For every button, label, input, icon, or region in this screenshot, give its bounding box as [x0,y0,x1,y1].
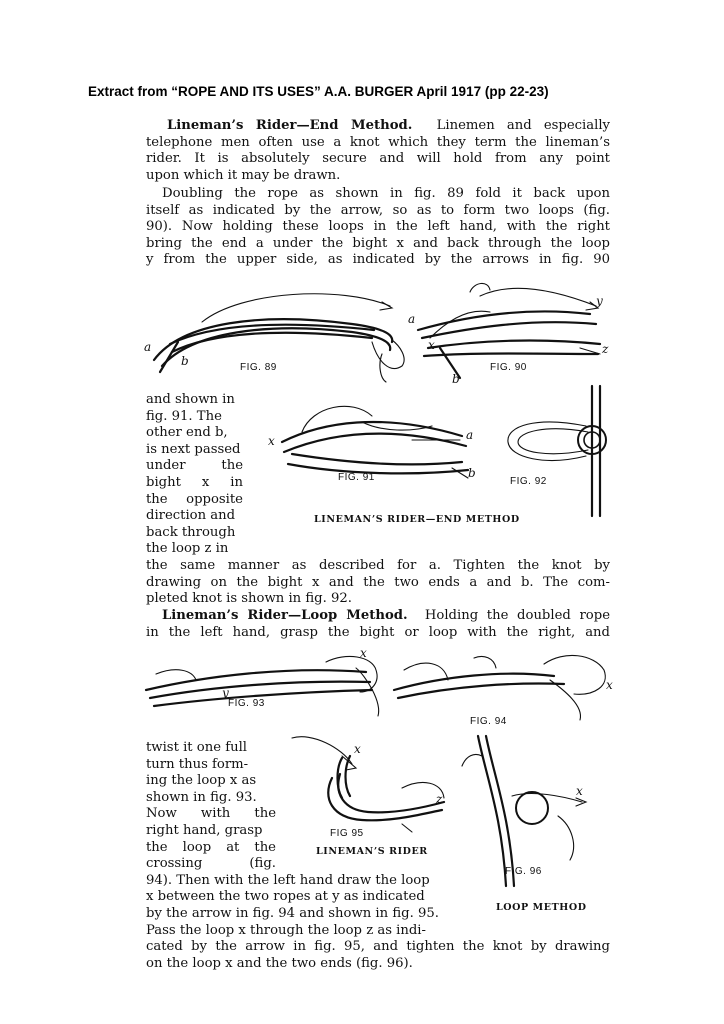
paragraph-doubling: Doubling the rope as shown in fig. 89 fold it back upon itself as indicated by the arrow, so as to form two loops (fig. 90). Now holding these loops in the left hand, with the right bring the end a under the bight x and back through the loop y from the upper side, as indicated by the arrows in fig. 90 [146,186,610,268]
label-x-fig96: x [576,784,583,798]
label-z-fig95: z [436,792,443,806]
paragraph-tighten: the same manner as described for a. Tighten the knot by drawing on the bight x and the two ends a and b. The com- pleted knot is shown in fig. 92. [146,558,610,607]
figure-92-label: FIG. 92 [510,476,547,487]
label-a-fig91: a [466,428,474,442]
label-x-fig91: x [268,434,275,448]
caption-lineman-rider: LINEMAN’S RIDER [316,846,428,857]
label-b-fig89: b [181,354,189,368]
section-heading-loop-method: Lineman’s Rider—Loop Method. [162,608,408,623]
figure-93-illustration [146,646,406,726]
caption-end-method: LINEMAN’S RIDER—END METHOD [314,514,520,525]
figure-91-illustration [262,392,492,482]
figure-90-label: FIG. 90 [490,362,527,373]
paragraph-loop-method: Lineman’s Rider—Loop Method. Holding the doubled rope in the left hand, grasp the bight or loop with the right, and [146,608,610,640]
label-a-fig89: a [144,340,152,354]
label-z-fig90: z [602,342,609,356]
page-header: Extract from “ROPE AND ITS USES” A.A. BURGER April 1917 (pp 22-23) [88,84,549,99]
label-x-fig94: x [606,678,613,692]
label-a-fig90: a [408,312,416,326]
label-y-fig93: y [222,686,229,700]
figure-94-illustration [384,640,624,720]
figure-95-label: FIG 95 [330,828,364,839]
label-y-fig90: y [596,294,603,308]
label-x-fig95: x [354,742,361,756]
label-x-fig93: x [360,646,367,660]
figure-93-label: FIG. 93 [228,698,265,709]
label-x-fig90: x [428,338,435,352]
section-heading-end-method: Lineman’s Rider—End Method. [167,118,413,133]
figure-89-label: FIG. 89 [240,362,277,373]
figure-91-label: FIG. 91 [338,472,375,483]
figure-96-illustration [462,736,612,886]
figure-92-illustration [496,386,616,516]
figure-94-label: FIG. 94 [470,716,507,727]
figure-95-illustration [282,728,452,838]
paragraph-twist: twist it one full turn thus form- ing the loop x as shown in fig. 93. Now with the right hand, grasp the loop at the crossing (fig. 94). Then with the left hand draw the loop x between the two ropes at y as indicated by the arrow in fig. 94 and shown in fig. 95. Pass the loop x through the loop z as indi- cated by the arrow in fig. 95, and tighten the knot by drawing on the loop x and the two ends (fig. 96). [146,740,610,971]
paragraph-intro: Lineman’s Rider—End Method. Linemen and especially telephone men often use a knot which they term the lineman’s rider. It is absolutely secure and will hold from any point upon which it may be drawn. [146,118,610,183]
caption-loop-method: LOOP METHOD [496,902,587,913]
figure-96-label: FIG. 96 [505,866,542,877]
label-b-fig90: b [452,372,460,386]
paragraph-other-end: and shown in fig. 91. The other end b, is next passed under the bight x in the opposite direction and back through the loop z in [146,392,243,557]
label-b-fig91: b [468,466,476,480]
